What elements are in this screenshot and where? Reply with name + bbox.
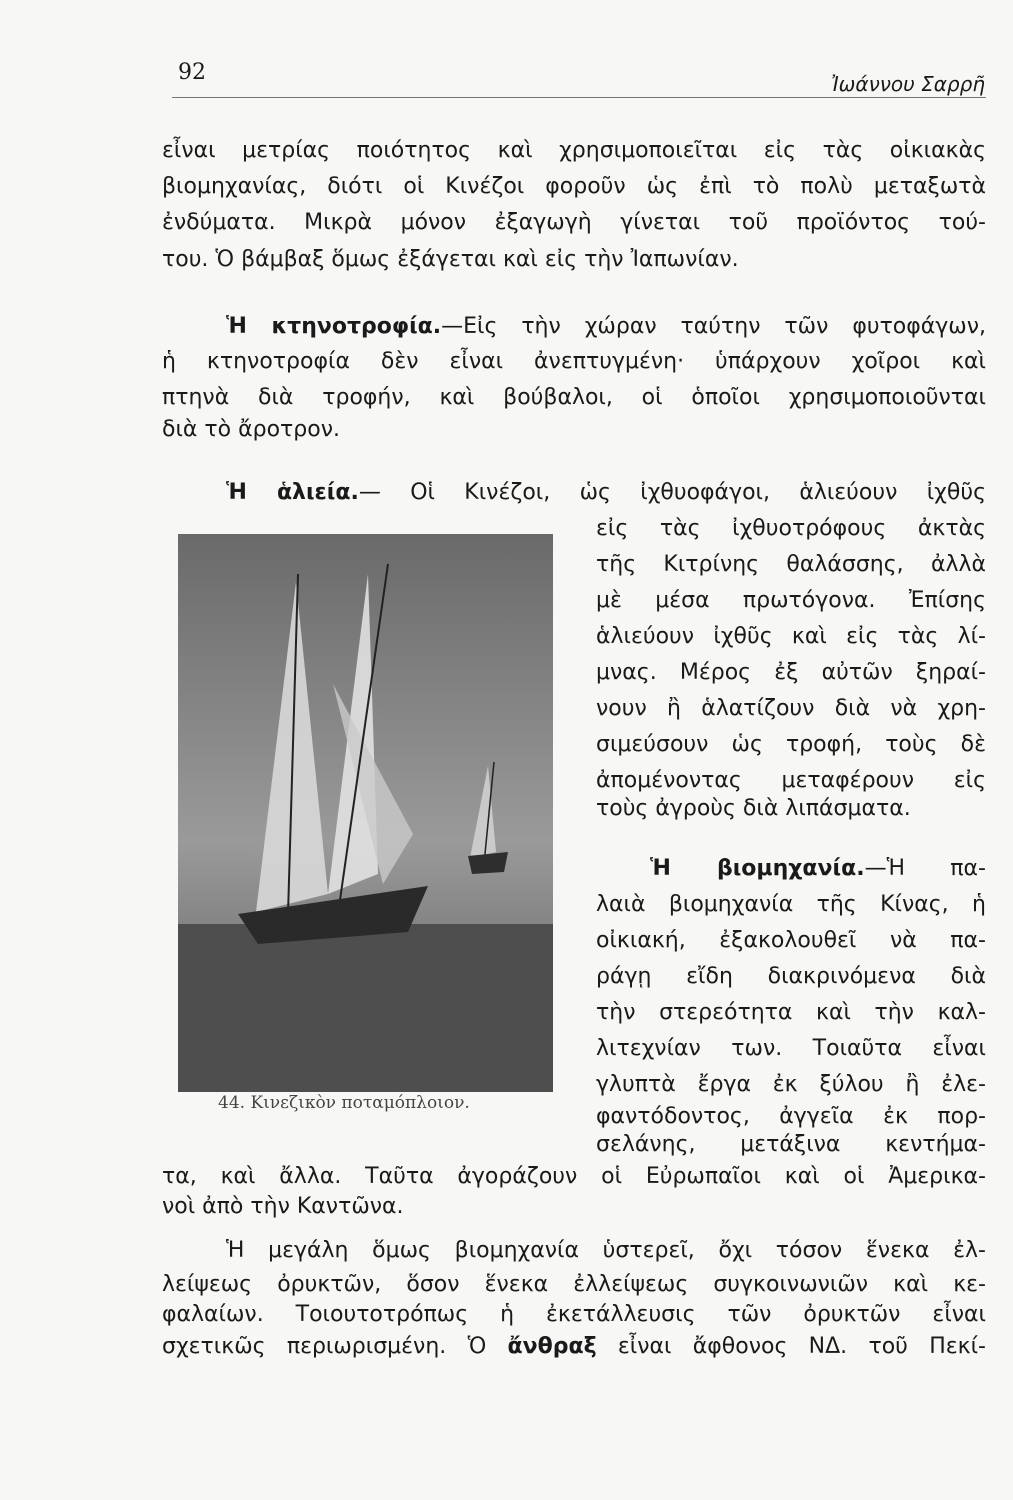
page-number: 92 <box>178 60 206 85</box>
text-line: του. Ὁ βάμβαξ ὅμως ἐξάγεται καὶ εἰς τὴν Ἰαπωνίαν. <box>162 247 739 272</box>
text-line: μνας. Μέρος ἐξ αὐτῶν ξηραί- <box>596 660 986 685</box>
text-line: οἰκιακή, ἐξακολουθεῖ νὰ πα- <box>596 928 986 953</box>
text-line: ἡ κτηνοτροφία δὲν εἶναι ἀνεπτυγμένη· ὑπάρχουν χοῖροι καὶ <box>162 349 986 374</box>
text-line: ἀπομένοντας μεταφέρουν εἰς <box>596 768 986 793</box>
text-line: σελάνης, μετάξινα κεντήμα- <box>596 1132 986 1157</box>
heading-run: — Οἱ Κινέζοι, ὡς ἰχθυοφάγοι, ἁλιεύουν ἰχθῦς <box>358 480 986 505</box>
text-line <box>162 1330 986 1364</box>
text-line: νουν ἢ ἁλατίζουν διὰ νὰ χρη- <box>596 696 986 721</box>
figure-photo <box>178 534 553 1092</box>
text-run: σχετικῶς περιωρισμένη. Ὁ <box>162 1334 508 1359</box>
text-line: εἶναι μετρίας ποιότητος καὶ χρησιμοποιεῖται εἰς τὰς οἰκιακὰς <box>162 138 986 163</box>
text-line: λαιὰ βιομηχανία τῆς Κίνας, ἡ <box>596 892 986 917</box>
text-line: μὲ μέσα πρωτόγονα. Ἐπίσης <box>596 588 986 613</box>
text-line: φαλαίων. Τοιουτοτρόπως ἡ ἐκετάλλευσις τῶν ὀρυκτῶν εἶναι <box>162 1302 986 1327</box>
text-run: εἶναι ἄφθονος ΝΔ. τοῦ Πεκί- <box>596 1334 986 1359</box>
text-line: ἁλιεύουν ἰχθῦς καὶ εἰς τὰς λί- <box>596 624 986 649</box>
text-line <box>226 310 986 344</box>
text-line: τὴν στερεότητα καὶ τὴν καλ- <box>596 1000 986 1025</box>
text-line <box>226 476 986 510</box>
heading-run: —Ἡ πα- <box>864 856 986 881</box>
text-line: ἐνδύματα. Μικρὰ μόνον ἐξαγωγὴ γίνεται τοῦ προϊόντος τού- <box>162 210 986 235</box>
text-line: λιτεχνίαν των. Τοιαῦτα εἶναι <box>596 1036 986 1061</box>
text-line: Ἡ μεγάλη ὅμως βιομηχανία ὑστερεῖ, ὄχι τόσον ἕνεκα ἐλ- <box>226 1238 986 1263</box>
text-line: φαντόδοντος, ἀγγεῖα ἐκ πορ- <box>596 1104 986 1129</box>
text-line: τα, καὶ ἄλλα. Ταῦτα ἀγοράζουν οἱ Εὐρωπαῖοι καὶ οἱ Ἀμερικα- <box>162 1164 986 1189</box>
section-heading: Ἡ ἁλιεία. <box>226 480 359 505</box>
junk-boat-illustration <box>178 534 553 1092</box>
text-line: τῆς Κιτρίνης θαλάσσης, ἀλλὰ <box>596 552 986 577</box>
text-line: λείψεως ὀρυκτῶν, ὅσον ἕνεκα ἐλλείψεως συγκοινωνιῶν καὶ κε- <box>162 1272 986 1297</box>
text-line: ράγῃ εἴδη διακρινόμενα διὰ <box>596 964 986 989</box>
section-heading: Ἡ βιομηχανία. <box>650 856 865 881</box>
text-line: βιομηχανίας, διότι οἱ Κινέζοι φοροῦν ὡς ἐπὶ τὸ πολὺ μεταξωτὰ <box>162 174 986 199</box>
text-line: πτηνὰ διὰ τροφήν, καὶ βούβαλοι, οἱ ὁποῖοι χρησιμοποιοῦνται <box>162 385 986 410</box>
text-line: τοὺς ἀγροὺς διὰ λιπάσματα. <box>596 796 911 821</box>
header-rule <box>172 97 986 98</box>
text-line: εἰς τὰς ἰχθυοτρόφους ἀκτὰς <box>596 516 986 541</box>
text-line: γλυπτὰ ἔργα ἐκ ξύλου ἢ ἐλε- <box>596 1072 986 1097</box>
heading-run: —Εἰς τὴν χώραν ταύτην τῶν φυτοφάγων, <box>441 314 987 339</box>
text-line <box>650 852 986 886</box>
text-line: διὰ τὸ ἄροτρον. <box>162 417 340 442</box>
text-line: νοὶ ἀπὸ τὴν Καντῶνα. <box>162 1194 404 1219</box>
running-title: Ἰωάννου Σαρρῆ <box>831 72 985 96</box>
figure-caption: 44. Κινεζικὸν ποταμόπλοιον. <box>218 1093 470 1113</box>
section-heading: Ἡ κτηνοτροφία. <box>226 314 442 339</box>
bold-term: ἄνθραξ <box>507 1334 597 1359</box>
text-line: σιμεύσουν ὡς τροφή, τοὺς δὲ <box>596 732 986 757</box>
